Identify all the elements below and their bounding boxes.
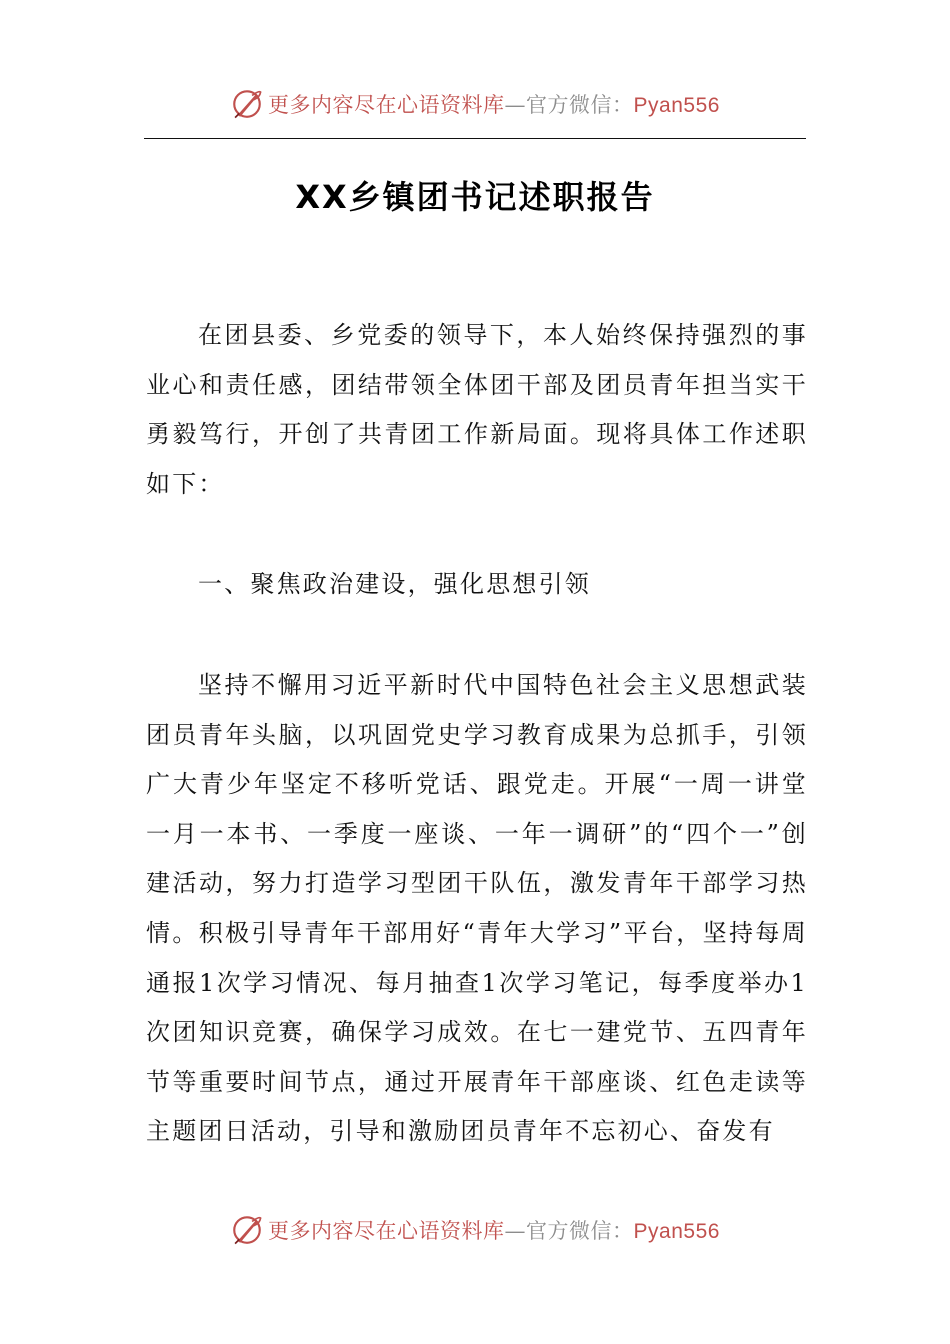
section1-heading: 一、聚焦政治建设，强化思想引领 (198, 570, 591, 598)
banner-wechat-id: Pyan556 (633, 94, 720, 117)
banner-official-text: 官方微信： (526, 1219, 634, 1243)
header-divider (144, 138, 806, 139)
banner-site-text: 更多内容尽在心语资料库 (268, 93, 505, 117)
section1-body-block (146, 661, 808, 1157)
banner-text (268, 1215, 720, 1245)
section1-heading-block (146, 560, 808, 610)
quill-pen-logo-icon (230, 87, 264, 121)
document-title: XX乡镇团书记述职报告 (295, 178, 655, 216)
intro-block (146, 311, 808, 509)
section1-body: 坚持不懈用习近平新时代中国特色社会主义思想武装团员青年头脑，以巩固党史学习教育成果为总抓手，引领广大青少年坚定不移听党话、跟党走。开展“一周一讲堂一月一本书、一季度一座谈、一年一调研”的“四个一”创建活动，努力打造学习型团干队伍，激发青年干部学习热情。积极引导青年干部用好“青年大学习”平台，坚持每周通报1次学习情况、每月抽查1次学习笔记，每季度举办1次团知识竞赛，确保学习成效。在七一建党节、五四青年节等重要时间节点，通过开展青年干部座谈、红色走读等主题团日活动，引导和激励团员青年不忘初心、奋发有 (146, 671, 808, 1146)
banner-site-text: 更多内容尽在心语资料库 (268, 1219, 505, 1243)
quill-pen-logo-icon (230, 1213, 264, 1247)
footer-banner (0, 1210, 950, 1250)
header-banner (0, 84, 950, 124)
banner-dash: — (504, 93, 527, 117)
intro-paragraph: 在团县委、乡党委的领导下，本人始终保持强烈的事业心和责任感，团结带领全体团干部及团员青年担当实干勇毅笃行，开创了共青团工作新局面。现将具体工作述职如下： (146, 321, 808, 498)
banner-text (268, 89, 720, 119)
banner-dash: — (504, 1219, 527, 1243)
banner-official-text: 官方微信： (526, 93, 634, 117)
banner-wechat-id: Pyan556 (633, 1220, 720, 1243)
